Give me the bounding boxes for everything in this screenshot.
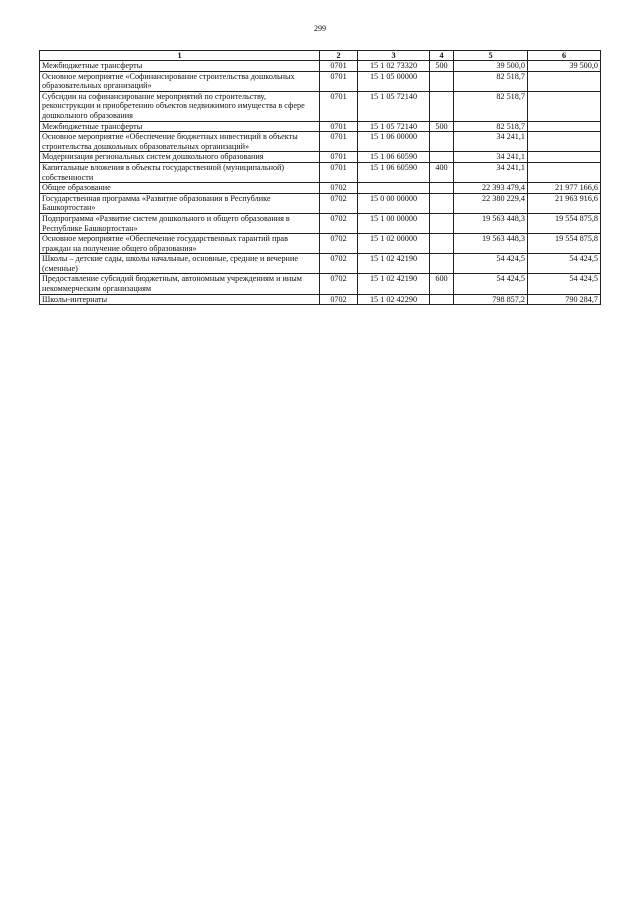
table-row [40, 152, 601, 163]
table-row [40, 213, 601, 233]
row-name-cell: Межбюджетные трансферты [40, 121, 320, 132]
row-section-cell: 0702 [320, 193, 358, 213]
row-target-code-cell: 15 1 02 73320 [358, 61, 430, 72]
row-expense-type-cell: 400 [430, 162, 454, 182]
row-section-cell: 0702 [320, 234, 358, 254]
row-name-cell: Основное мероприятие «Обеспечение бюджетных инвестиций в объекты строительства дошкольных образовательных организаций» [40, 132, 320, 152]
row-sum-1-cell: 34 241,1 [454, 132, 528, 152]
row-sum-1-cell: 82 518,7 [454, 121, 528, 132]
row-expense-type-cell [430, 183, 454, 194]
row-name-cell: Основное мероприятие «Софинансирование строительства дошкольных образовательных организаций» [40, 71, 320, 91]
row-section-cell: 0702 [320, 183, 358, 194]
row-sum-1-cell: 34 241,1 [454, 152, 528, 163]
row-target-code-cell: 15 1 06 00000 [358, 132, 430, 152]
row-expense-type-cell [430, 193, 454, 213]
row-expense-type-cell [430, 152, 454, 163]
row-expense-type-cell [430, 91, 454, 121]
row-expense-type-cell [430, 234, 454, 254]
table-row [40, 183, 601, 194]
row-name-cell: Школы – детские сады, школы начальные, основные, средние и вечерние (сменные) [40, 254, 320, 274]
row-name-cell: Общее образование [40, 183, 320, 194]
row-target-code-cell: 15 1 02 42190 [358, 274, 430, 294]
row-expense-type-cell [430, 71, 454, 91]
row-name-cell: Межбюджетные трансферты [40, 61, 320, 72]
column-header: 3 [358, 51, 430, 61]
table-row [40, 71, 601, 91]
row-section-cell: 0701 [320, 71, 358, 91]
row-expense-type-cell [430, 213, 454, 233]
page-number: 299 [314, 24, 326, 33]
row-name-cell: Государственная программа «Развитие образования в Республике Башкортостан» [40, 193, 320, 213]
row-section-cell: 0701 [320, 162, 358, 182]
table-row [40, 254, 601, 274]
row-section-cell: 0701 [320, 121, 358, 132]
row-sum-1-cell: 19 563 448,3 [454, 213, 528, 233]
row-section-cell: 0702 [320, 274, 358, 294]
row-target-code-cell: 15 1 06 60590 [358, 162, 430, 182]
row-section-cell: 0701 [320, 132, 358, 152]
column-header: 4 [430, 51, 454, 61]
row-sum-1-cell: 54 424,5 [454, 254, 528, 274]
table-row [40, 294, 601, 305]
row-target-code-cell: 15 1 02 42290 [358, 294, 430, 305]
row-sum-1-cell: 34 241,1 [454, 162, 528, 182]
row-target-code-cell: 15 0 00 00000 [358, 193, 430, 213]
row-section-cell: 0701 [320, 91, 358, 121]
row-section-cell: 0702 [320, 294, 358, 305]
table-row [40, 274, 601, 294]
column-header: 6 [528, 51, 601, 61]
row-sum-2-cell [528, 162, 601, 182]
row-sum-2-cell [528, 132, 601, 152]
row-section-cell: 0702 [320, 213, 358, 233]
row-target-code-cell [358, 183, 430, 194]
table-row [40, 162, 601, 182]
row-name-cell: Субсидии на софинансирование мероприятий по строительству, реконструкции и приобретению объектов недвижимого имущества в сфере дошкольного образования [40, 91, 320, 121]
row-sum-1-cell: 19 563 448,3 [454, 234, 528, 254]
table-row [40, 132, 601, 152]
row-target-code-cell: 15 1 02 00000 [358, 234, 430, 254]
row-sum-2-cell: 790 284,7 [528, 294, 601, 305]
row-sum-2-cell [528, 91, 601, 121]
row-name-cell: Школы-интернаты [40, 294, 320, 305]
row-sum-2-cell: 19 554 875,8 [528, 234, 601, 254]
row-target-code-cell: 15 1 02 42190 [358, 254, 430, 274]
column-header: 2 [320, 51, 358, 61]
row-sum-2-cell: 21 977 166,6 [528, 183, 601, 194]
row-sum-2-cell: 19 554 875,8 [528, 213, 601, 233]
row-sum-2-cell [528, 71, 601, 91]
row-sum-2-cell: 39 500,0 [528, 61, 601, 72]
row-sum-2-cell [528, 121, 601, 132]
row-section-cell: 0702 [320, 254, 358, 274]
row-expense-type-cell: 600 [430, 274, 454, 294]
row-sum-2-cell: 21 963 916,6 [528, 193, 601, 213]
table-header-row [40, 51, 601, 61]
row-target-code-cell: 15 1 06 60590 [358, 152, 430, 163]
table-row [40, 91, 601, 121]
budget-table [39, 50, 601, 305]
row-target-code-cell: 15 1 05 00000 [358, 71, 430, 91]
row-name-cell: Подпрограмма «Развитие систем дошкольного и общего образования в Республике Башкортостан» [40, 213, 320, 233]
row-sum-1-cell: 22 393 479,4 [454, 183, 528, 194]
table-row [40, 193, 601, 213]
row-expense-type-cell [430, 294, 454, 305]
row-target-code-cell: 15 1 05 72140 [358, 91, 430, 121]
row-name-cell: Капитальные вложения в объекты государственной (муниципальной) собственности [40, 162, 320, 182]
row-sum-1-cell: 798 857,2 [454, 294, 528, 305]
row-expense-type-cell [430, 254, 454, 274]
row-name-cell: Предоставление субсидий бюджетным, автономным учреждениям и иным некоммерческим организациям [40, 274, 320, 294]
row-sum-1-cell: 54 424,5 [454, 274, 528, 294]
row-target-code-cell: 15 1 05 72140 [358, 121, 430, 132]
row-sum-1-cell: 82 518,7 [454, 71, 528, 91]
row-section-cell: 0701 [320, 152, 358, 163]
row-sum-1-cell: 82 518,7 [454, 91, 528, 121]
row-name-cell: Модернизация региональных систем дошкольного образования [40, 152, 320, 163]
column-header: 5 [454, 51, 528, 61]
row-sum-2-cell: 54 424,5 [528, 274, 601, 294]
table-row [40, 121, 601, 132]
row-name-cell: Основное мероприятие «Обеспечение государственных гарантий прав граждан на получение общего образования» [40, 234, 320, 254]
row-sum-1-cell: 39 500,0 [454, 61, 528, 72]
row-expense-type-cell: 500 [430, 121, 454, 132]
row-sum-2-cell: 54 424,5 [528, 254, 601, 274]
table-row [40, 61, 601, 72]
row-sum-2-cell [528, 152, 601, 163]
table-row [40, 234, 601, 254]
row-sum-1-cell: 22 380 229,4 [454, 193, 528, 213]
row-target-code-cell: 15 1 00 00000 [358, 213, 430, 233]
row-section-cell: 0701 [320, 61, 358, 72]
row-expense-type-cell: 500 [430, 61, 454, 72]
column-header: 1 [40, 51, 320, 61]
row-expense-type-cell [430, 132, 454, 152]
